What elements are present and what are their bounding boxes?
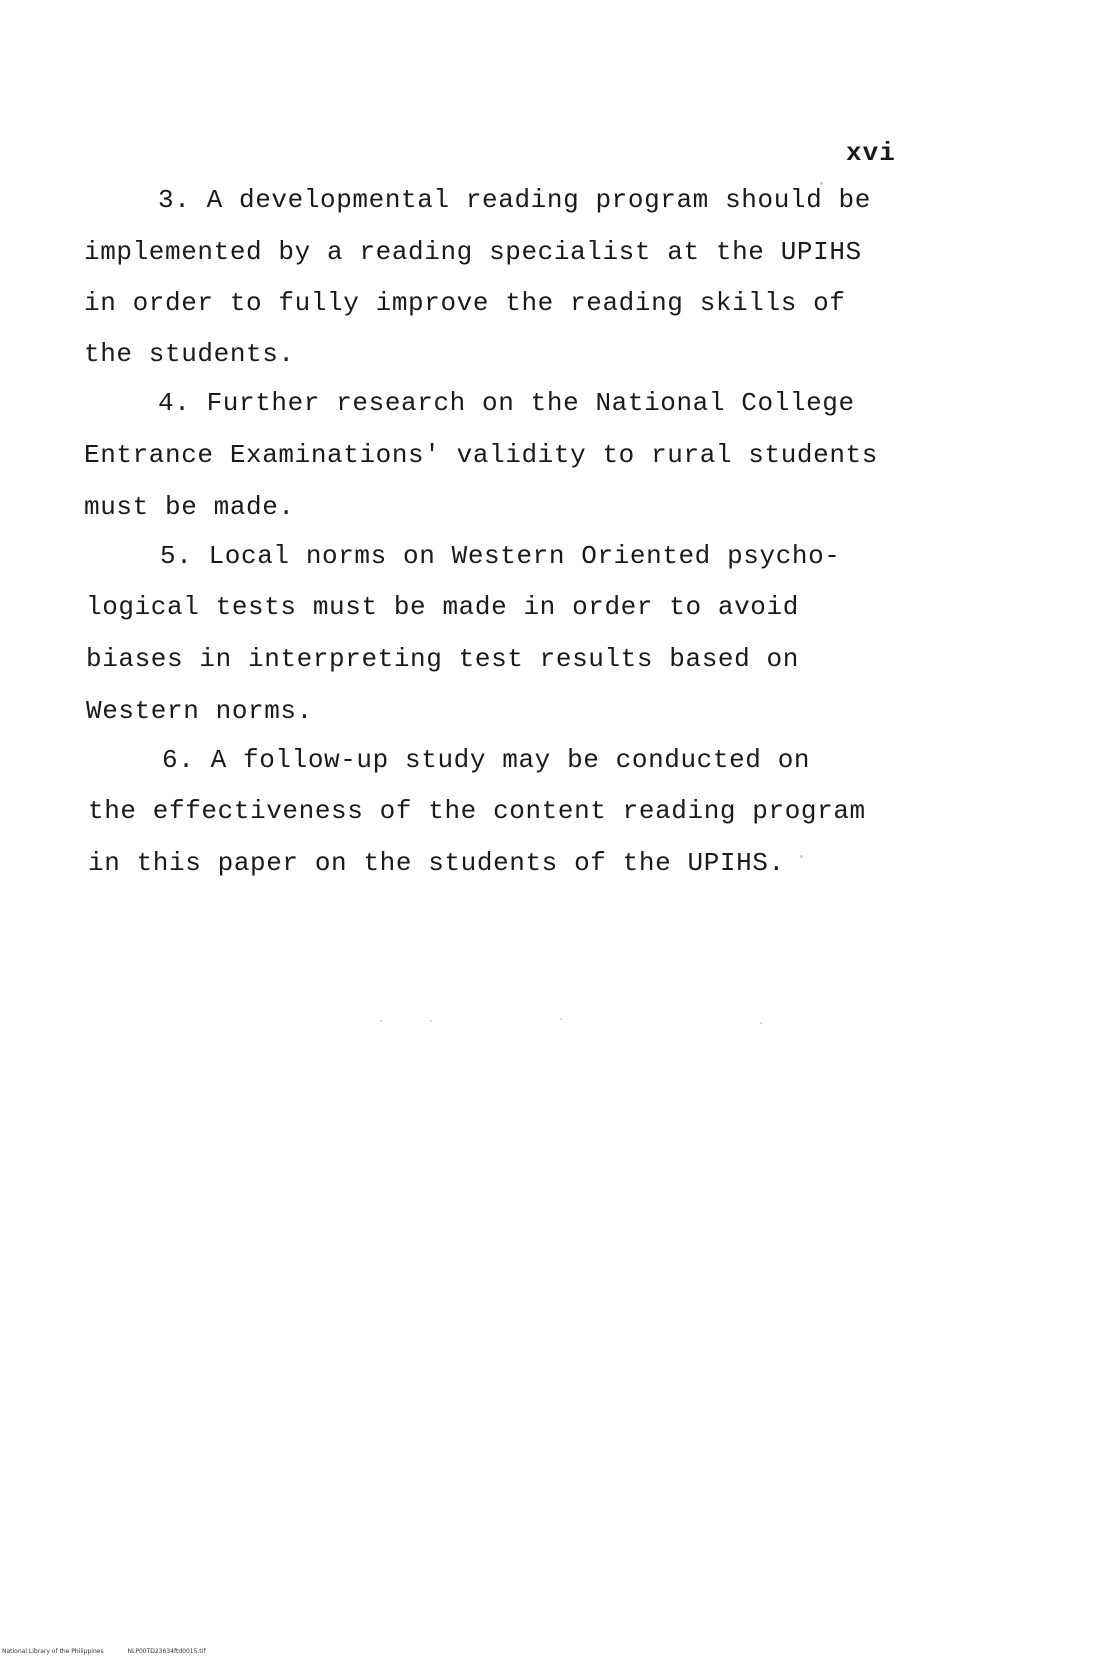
scan-speck <box>820 182 823 185</box>
scan-footer <box>2 1648 227 1655</box>
text-line: Entrance Examinations' validity to rural students <box>84 440 878 470</box>
text-line: in this paper on the students of the UPIHS. <box>88 848 785 878</box>
text-line: 6. A follow-up study may be conducted on <box>162 745 811 775</box>
text-line: logical tests must be made in order to avoid <box>86 592 799 622</box>
text-line: 3. A developmental reading program should be <box>158 185 871 215</box>
text-line: the effectiveness of the content reading program <box>88 796 866 826</box>
scan-speck <box>760 1022 762 1024</box>
scan-speck <box>380 1020 382 1022</box>
text-line: in order to fully improve the reading skills of <box>84 288 846 318</box>
text-line: must be made. <box>84 492 295 522</box>
scan-speck <box>800 855 803 858</box>
text-line: 4. Further research on the National College <box>158 388 855 418</box>
text-line: 5. Local norms on Western Oriented psycho- <box>160 541 841 571</box>
page-number: xvi <box>846 138 896 168</box>
footer-library: National Library of the Philippines <box>2 1648 104 1655</box>
scan-speck <box>560 1018 562 1020</box>
text-line: implemented by a reading specialist at the UPIHS <box>84 237 862 267</box>
footer-file: NLP00TD23634ftd0015.tif <box>127 1648 206 1655</box>
text-line: Western norms. <box>86 696 313 726</box>
scan-speck <box>430 1020 432 1022</box>
text-line: biases in interpreting test results based on <box>86 644 799 674</box>
text-line: the students. <box>84 339 295 369</box>
